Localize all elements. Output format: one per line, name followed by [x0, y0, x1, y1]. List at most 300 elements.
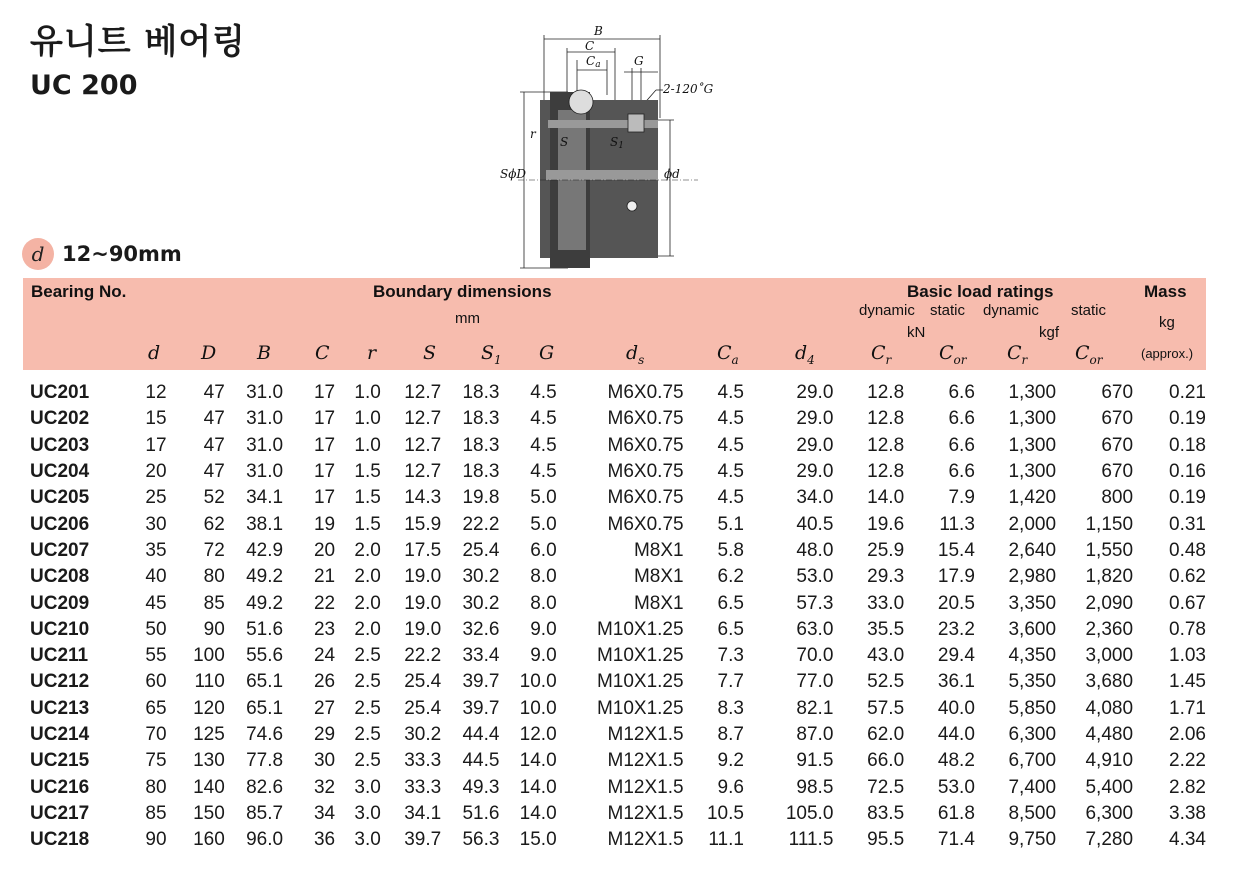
cell-Cor-kn: 48.2: [937, 750, 975, 772]
cell-S: 33.3: [404, 750, 442, 772]
cell-mass: 1.03: [1169, 645, 1206, 667]
cell-G: 10.0: [519, 697, 557, 719]
cell-d4: 29.0: [796, 382, 834, 404]
cell-bearing-no: UC208: [30, 566, 90, 588]
cell-Cr-kgf: 6,700: [1008, 750, 1057, 772]
cell-bearing-no: UC218: [30, 829, 90, 851]
cell-Cor-kgf: 4,480: [1085, 724, 1134, 745]
cell-Cr-kn: 12.8: [867, 408, 905, 430]
cell-d: 65: [145, 697, 167, 719]
col-Cr-kn: $C_r$: [871, 342, 892, 367]
cell-d4: 29.0: [796, 434, 834, 456]
header-static-kn: static: [930, 302, 966, 319]
cell-Ca: 10.5: [706, 802, 744, 824]
cell-S: 17.5: [404, 539, 442, 561]
cell-Cr-kn: 19.6: [867, 513, 905, 535]
cell-ds: M12X1.5: [607, 802, 684, 824]
cell-G: 14.0: [519, 776, 557, 798]
cell-Cr-kn: 29.3: [867, 566, 905, 588]
cell-Cor-kgf: 1,550: [1085, 539, 1134, 561]
cell-S: 15.9: [404, 513, 442, 535]
cell-Cor-kgf: 2,360: [1085, 618, 1134, 640]
cell-d4: 70.0: [796, 645, 834, 667]
header-dynamic-kn: dynamic: [859, 302, 915, 319]
cell-d4: 29.0: [796, 461, 834, 483]
cell-mass: 0.21: [1169, 382, 1206, 404]
cell-S: 12.7: [404, 434, 442, 456]
table-row: [23, 538, 1206, 564]
cell-Ca: 8.7: [717, 724, 744, 745]
cell-d4: 111.5: [788, 829, 834, 851]
cell-ds: M6X0.75: [607, 408, 684, 430]
cell-C: 17: [313, 487, 336, 509]
cell-Cr-kgf: 7,400: [1008, 776, 1057, 798]
cell-C: 30: [313, 750, 336, 772]
cell-S1: 18.3: [462, 461, 500, 483]
cell-G: 9.0: [530, 618, 557, 640]
cell-d: 35: [145, 539, 167, 561]
cell-d: 55: [145, 645, 167, 667]
cell-bearing-no: UC209: [30, 592, 90, 614]
cell-Ca: 8.3: [717, 697, 744, 719]
cell-D: 110: [194, 671, 225, 693]
cell-d4: 77.0: [796, 671, 834, 693]
cell-S: 12.7: [404, 461, 442, 483]
table-row: [23, 564, 1206, 590]
cell-B: 42.9: [246, 539, 284, 561]
cell-S1: 39.7: [462, 671, 500, 693]
label-B: B: [594, 24, 603, 38]
col-G: G: [539, 342, 555, 364]
cell-r: 1.5: [354, 461, 381, 483]
cell-B: 65.1: [246, 697, 284, 719]
label-thread: 2-120˚G: [663, 82, 714, 96]
table-row: [23, 774, 1206, 800]
col-S1: $S_1$: [481, 342, 502, 367]
cell-S1: 19.8: [462, 487, 500, 509]
label-Ca: Ca: [586, 54, 601, 70]
cell-r: 3.0: [354, 829, 381, 851]
cell-r: 1.5: [354, 487, 381, 509]
cell-d: 20: [145, 461, 167, 483]
cell-Cor-kn: 15.4: [937, 539, 975, 561]
cell-Ca: 11.1: [708, 829, 744, 851]
cell-mass: 0.31: [1169, 513, 1206, 535]
label-G: G: [634, 54, 644, 68]
cell-G: 15.0: [519, 829, 557, 851]
cell-Cr-kn: 12.8: [867, 461, 905, 483]
cell-G: 14.0: [519, 750, 557, 772]
cell-Cr-kn: 12.8: [867, 382, 905, 404]
cell-ds: M8X1: [633, 592, 684, 614]
table-row: [23, 617, 1206, 643]
table-row: [23, 722, 1206, 748]
header-mm: mm: [455, 310, 480, 327]
col-ds: $d_s$: [626, 342, 645, 367]
cell-S1: 56.3: [462, 829, 500, 851]
table-row: [23, 433, 1206, 459]
cell-S: 30.2: [404, 724, 442, 745]
cell-Cr-kgf: 2,980: [1008, 566, 1057, 588]
cell-S1: 44.5: [462, 750, 500, 772]
cell-S1: 39.7: [462, 697, 500, 719]
cell-d: 80: [145, 776, 167, 798]
cell-ds: M10X1.25: [596, 697, 684, 719]
cell-S: 34.1: [404, 802, 442, 824]
bore-range: [22, 238, 182, 270]
cell-r: 2.0: [354, 566, 381, 588]
cell-Ca: 5.1: [717, 513, 744, 535]
cell-r: 2.5: [354, 724, 381, 745]
cell-bearing-no: UC201: [30, 382, 90, 404]
col-B: B: [257, 342, 271, 364]
cell-d4: 48.0: [796, 539, 834, 561]
cell-d: 45: [145, 592, 167, 614]
cell-bearing-no: UC214: [30, 724, 90, 745]
cell-D: 80: [203, 566, 225, 588]
cell-S1: 30.2: [462, 566, 500, 588]
cell-Cor-kn: 11.3: [939, 513, 975, 535]
cell-ds: M6X0.75: [607, 513, 684, 535]
cell-mass: 0.16: [1169, 461, 1206, 483]
cell-Cr-kn: 25.9: [867, 539, 905, 561]
cell-Cor-kn: 40.0: [937, 697, 975, 719]
cell-B: 31.0: [246, 408, 284, 430]
cell-S1: 18.3: [462, 408, 500, 430]
cell-bearing-no: UC202: [30, 408, 90, 430]
cell-S: 14.3: [404, 487, 442, 509]
cell-G: 4.5: [530, 434, 557, 456]
cell-S: 22.2: [404, 645, 442, 667]
cell-Cr-kgf: 1,420: [1008, 487, 1057, 509]
cell-Cor-kgf: 2,090: [1085, 592, 1134, 614]
cell-S1: 25.4: [462, 539, 500, 561]
cell-mass: 1.71: [1169, 697, 1206, 719]
cell-mass: 3.38: [1169, 802, 1206, 824]
cell-D: 100: [193, 645, 225, 667]
cell-Cor-kn: 6.6: [948, 408, 975, 430]
cell-Ca: 4.5: [717, 382, 744, 404]
cell-C: 17: [313, 461, 336, 483]
cell-Cr-kn: 62.0: [867, 724, 905, 745]
cell-C: 29: [313, 724, 336, 745]
cell-C: 21: [313, 566, 336, 588]
cell-C: 19: [313, 513, 336, 535]
table-row: [23, 748, 1206, 774]
cell-Cor-kgf: 670: [1101, 434, 1134, 456]
cell-Cor-kn: 61.8: [937, 802, 975, 824]
cell-r: 2.5: [354, 671, 381, 693]
cell-Cor-kn: 53.0: [937, 776, 975, 798]
cell-D: 47: [203, 461, 225, 483]
cell-C: 27: [313, 697, 336, 719]
cell-B: 74.6: [246, 724, 284, 745]
cell-d: 17: [145, 434, 167, 456]
cell-Cr-kgf: 8,500: [1008, 802, 1057, 824]
cell-Cor-kn: 7.9: [948, 487, 975, 509]
col-d4: $d_4$: [795, 342, 815, 367]
table-row: [23, 406, 1206, 432]
cell-C: 17: [313, 408, 336, 430]
cell-Cor-kn: 17.9: [937, 566, 975, 588]
cell-Cr-kgf: 5,350: [1008, 671, 1057, 693]
cell-d: 50: [145, 618, 167, 640]
cell-bearing-no: UC215: [30, 750, 90, 772]
cell-ds: M12X1.5: [607, 724, 684, 745]
cell-mass: 2.82: [1169, 776, 1206, 798]
cell-Cr-kgf: 1,300: [1008, 382, 1057, 404]
header-kn: kN: [907, 324, 926, 341]
cell-Ca: 9.6: [717, 776, 744, 798]
cell-d: 70: [145, 724, 167, 745]
cell-ds: M12X1.5: [607, 776, 684, 798]
cell-d4: 40.5: [796, 513, 834, 535]
cell-S1: 18.3: [462, 382, 500, 404]
cell-ds: M6X0.75: [607, 382, 684, 404]
cell-Cr-kn: 14.0: [867, 487, 905, 509]
cell-Cr-kgf: 3,600: [1008, 618, 1057, 640]
cell-d4: 87.0: [796, 724, 834, 745]
cell-mass: 4.34: [1169, 829, 1206, 851]
label-SphiD: SϕD: [500, 167, 527, 181]
table-row: [23, 485, 1206, 511]
cell-Cr-kgf: 1,300: [1008, 461, 1057, 483]
cell-B: 96.0: [246, 829, 284, 851]
cell-Cor-kn: 6.6: [948, 434, 975, 456]
cell-Ca: 9.2: [717, 750, 744, 772]
cell-Cr-kn: 57.5: [867, 697, 905, 719]
cell-S: 12.7: [404, 382, 442, 404]
cell-bearing-no: UC213: [30, 697, 90, 719]
cell-S1: 32.6: [462, 618, 500, 640]
cell-S1: 51.6: [462, 802, 500, 824]
cell-Cr-kgf: 9,750: [1008, 829, 1057, 851]
col-C: C: [315, 342, 330, 364]
cell-ds: M8X1: [633, 539, 684, 561]
cell-d: 90: [145, 829, 167, 851]
cell-G: 10.0: [519, 671, 557, 693]
cell-Cor-kn: 20.5: [937, 592, 975, 614]
cell-Cor-kgf: 670: [1101, 382, 1134, 404]
cell-Cor-kgf: 7,280: [1085, 829, 1134, 851]
cell-G: 5.0: [530, 513, 557, 535]
cell-d: 12: [145, 382, 167, 404]
cell-C: 17: [313, 382, 336, 404]
bore-symbol-badge: d: [22, 238, 54, 270]
header-boundary: Boundary dimensions: [373, 282, 552, 301]
cell-D: 62: [203, 513, 225, 535]
cell-ds: M6X0.75: [607, 461, 684, 483]
cell-Cr-kn: 83.5: [867, 802, 905, 824]
cell-C: 24: [313, 645, 336, 667]
cell-S: 39.7: [404, 829, 442, 851]
cell-d4: 82.1: [796, 697, 834, 719]
cell-r: 2.0: [354, 539, 381, 561]
cell-Ca: 6.5: [717, 618, 744, 640]
cell-S: 33.3: [404, 776, 442, 798]
cell-C: 17: [313, 434, 336, 456]
col-Cor-kn: $C_{or}$: [939, 342, 967, 367]
col-D: D: [201, 342, 217, 364]
cell-Cr-kn: 43.0: [867, 645, 905, 667]
cell-d: 40: [145, 566, 167, 588]
header-kgf: kgf: [1039, 324, 1060, 341]
cell-B: 77.8: [246, 750, 284, 772]
cell-Cr-kgf: 6,300: [1008, 724, 1057, 745]
cell-Cor-kn: 44.0: [937, 724, 975, 745]
cell-d4: 91.5: [796, 750, 834, 772]
cell-G: 14.0: [519, 802, 557, 824]
cell-bearing-no: UC204: [30, 461, 90, 483]
cell-Cr-kn: 33.0: [867, 592, 905, 614]
cell-S: 19.0: [404, 592, 442, 614]
table-row: [23, 696, 1206, 722]
cell-d4: 53.0: [796, 566, 834, 588]
cell-bearing-no: UC216: [30, 776, 90, 798]
cell-ds: M10X1.25: [596, 618, 684, 640]
cell-Cr-kgf: 2,000: [1008, 513, 1057, 535]
cell-Cor-kgf: 3,000: [1085, 645, 1134, 667]
table-row: [23, 801, 1206, 827]
cell-Cr-kn: 35.5: [867, 618, 905, 640]
bearing-table: [23, 380, 1206, 853]
cell-ds: M6X0.75: [607, 487, 684, 509]
header-static-kgf: static: [1071, 302, 1107, 319]
cell-mass: 0.48: [1169, 539, 1206, 561]
cell-C: 32: [313, 776, 336, 798]
cell-B: 31.0: [246, 461, 284, 483]
cell-Cor-kgf: 800: [1101, 487, 1134, 509]
col-r: r: [367, 342, 377, 364]
cell-B: 51.6: [246, 618, 284, 640]
cell-G: 8.0: [530, 592, 557, 614]
cell-bearing-no: UC206: [30, 513, 90, 535]
cell-B: 49.2: [246, 566, 284, 588]
cell-S: 19.0: [404, 566, 442, 588]
cell-B: 49.2: [246, 592, 284, 614]
cell-bearing-no: UC203: [30, 434, 90, 456]
cell-D: 52: [203, 487, 225, 509]
cell-D: 47: [203, 382, 225, 404]
cell-Cor-kn: 6.6: [948, 461, 975, 483]
cell-Cor-kgf: 1,150: [1085, 513, 1134, 535]
cell-r: 2.0: [354, 592, 381, 614]
cell-Cr-kgf: 4,350: [1008, 645, 1057, 667]
cell-D: 120: [193, 697, 225, 719]
cell-B: 31.0: [246, 382, 284, 404]
cell-D: 130: [193, 750, 225, 772]
bore-range-text: 12~90mm: [62, 242, 182, 266]
label-r: r: [530, 127, 536, 141]
cell-Cr-kn: 52.5: [867, 671, 905, 693]
cell-Cor-kgf: 670: [1101, 408, 1134, 430]
cell-d4: 57.3: [796, 592, 834, 614]
cell-d: 15: [145, 408, 167, 430]
cell-Cr-kgf: 1,300: [1008, 408, 1057, 430]
cell-D: 85: [203, 592, 225, 614]
table-body: [23, 380, 1206, 853]
header-kg: kg: [1159, 314, 1175, 331]
table-row: [23, 459, 1206, 485]
cell-C: 22: [313, 592, 336, 614]
cell-Cor-kn: 36.1: [937, 671, 975, 693]
cell-G: 4.5: [530, 382, 557, 404]
header-approx: (approx.): [1141, 346, 1194, 361]
cell-r: 1.0: [354, 382, 381, 404]
cell-bearing-no: UC205: [30, 487, 90, 509]
cell-Cor-kn: 71.4: [937, 829, 975, 851]
cell-Ca: 6.2: [717, 566, 744, 588]
cell-r: 2.5: [354, 750, 381, 772]
cell-mass: 1.45: [1169, 671, 1206, 693]
label-S1: S1: [610, 135, 624, 151]
cell-S1: 18.3: [462, 434, 500, 456]
cell-d4: 29.0: [796, 408, 834, 430]
cell-mass: 0.78: [1169, 618, 1206, 640]
cell-C: 26: [313, 671, 336, 693]
cell-d: 30: [145, 513, 167, 535]
cell-G: 9.0: [530, 645, 557, 667]
cell-C: 36: [313, 829, 336, 851]
cell-Cor-kgf: 1,820: [1085, 566, 1134, 588]
cell-mass: 2.22: [1169, 750, 1206, 772]
table-header: [23, 278, 1206, 370]
cell-Ca: 4.5: [717, 434, 744, 456]
cell-Cor-kn: 23.2: [937, 618, 975, 640]
table-row: [23, 511, 1206, 537]
cell-G: 5.0: [530, 487, 557, 509]
cell-Cr-kn: 95.5: [867, 829, 905, 851]
cell-Ca: 7.3: [717, 645, 744, 667]
cell-Cor-kgf: 3,680: [1085, 671, 1134, 693]
cell-G: 6.0: [530, 539, 557, 561]
cell-S1: 49.3: [462, 776, 500, 798]
col-Cr-kgf: $C_r$: [1007, 342, 1028, 367]
cell-r: 1.0: [354, 408, 381, 430]
cell-Cr-kn: 66.0: [867, 750, 905, 772]
cell-mass: 2.06: [1169, 724, 1206, 745]
cell-B: 85.7: [246, 802, 284, 824]
cell-Ca: 4.5: [717, 461, 744, 483]
cell-B: 31.0: [246, 434, 284, 456]
table-row: [23, 669, 1206, 695]
cell-D: 150: [193, 802, 225, 824]
cell-r: 2.5: [354, 645, 381, 667]
table-row: [23, 590, 1206, 616]
cell-d4: 105.0: [785, 802, 834, 824]
cell-Ca: 4.5: [717, 408, 744, 430]
cell-S: 12.7: [404, 408, 442, 430]
series-title: UC 200: [30, 70, 138, 101]
cell-bearing-no: UC207: [30, 539, 90, 561]
col-Cor-kgf: $C_{or}$: [1075, 342, 1103, 367]
col-d: d: [148, 342, 161, 364]
cell-mass: 0.19: [1169, 487, 1206, 509]
cell-Cr-kn: 72.5: [867, 776, 905, 798]
cell-d: 60: [145, 671, 167, 693]
cell-S: 25.4: [404, 697, 442, 719]
cell-mass: 0.67: [1169, 592, 1206, 614]
col-S: S: [423, 342, 437, 364]
cell-D: 140: [193, 776, 225, 798]
cell-ds: M12X1.5: [607, 829, 684, 851]
cell-B: 55.6: [246, 645, 284, 667]
cell-r: 1.5: [354, 513, 381, 535]
header-load: Basic load ratings: [907, 282, 1054, 301]
cell-G: 12.0: [519, 724, 557, 745]
cell-mass: 0.18: [1169, 434, 1206, 456]
cell-D: 160: [193, 829, 225, 851]
